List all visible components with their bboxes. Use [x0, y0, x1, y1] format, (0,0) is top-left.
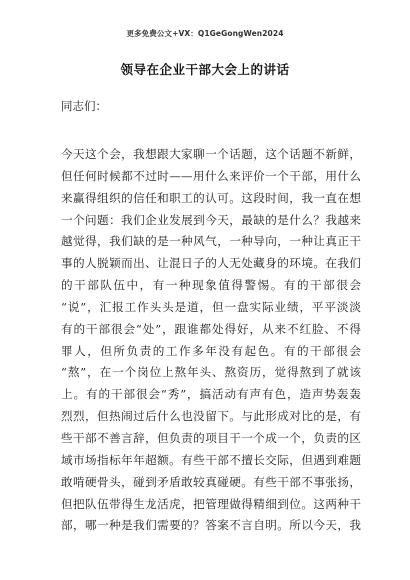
- body-line: 今天这个会，我想跟大家聊一个话题，这个话题不新鲜，: [61, 147, 361, 161]
- body-line: 一个问题：我们企业发展到今天，最缺的是什么？我越来: [61, 212, 361, 227]
- document-title: 领导在企业干部大会上的讲话: [120, 62, 290, 77]
- body-line: 敢啃硬骨头，碰到矛盾敢较真碰硬。有些干部不事张扬，: [61, 474, 361, 489]
- body-line: 越觉得，我们缺的是一种风气，一种导向，一种让真正干: [61, 234, 361, 249]
- body-line: 罪人，但所负责的工作多年没有起色。有的干部很会: [61, 343, 361, 358]
- salutation: 同志们：: [61, 99, 107, 113]
- body-line: 的干部队伍中，有一种现象值得警惕。有的干部很会: [61, 278, 361, 293]
- body-line: 上。有的干部很会“秀”，搞活动有声有色，造声势轰轰: [61, 387, 361, 402]
- header-note: 更多免费公文+VX：Q1GeGongWen2024: [126, 29, 284, 38]
- body-line: 域市场指标年年超额。有些干部不擅长交际，但遇到难题: [61, 452, 361, 467]
- body-line: 有的干部很会“处”，跟谁都处得好，从来不红脸、不得: [61, 321, 361, 336]
- body-line: 烈烈，但热闹过后什么也没留下。与此形成对比的是，有: [61, 409, 361, 424]
- body-line: 部，哪一种是我们需要的？答案不言自明。所以今天，我: [61, 518, 361, 533]
- body-line: “熬”，在一个岗位上熬年头、熬资历，觉得熬到了就该: [61, 365, 361, 380]
- body-line: 些干部不善言辞，但负责的项目干一个成一个，负责的区: [61, 430, 361, 445]
- body-line: 但任何时候都不过时——用什么来评价一个干部，用什么: [61, 168, 361, 183]
- body-line: “说”，汇报工作头头是道，但一盘实际业绩，平平淡淡: [61, 299, 361, 314]
- body-line: 来赢得组织的信任和职工的认可。这段时间，我一直在想: [61, 190, 361, 205]
- body-text: [61, 144, 361, 537]
- body-line: 但把队伍带得生龙活虎，把管理做得精细到位。这两种干: [61, 496, 361, 511]
- body-line: 事的人脱颖而出、让混日子的人无处藏身的环境。在我们: [61, 256, 361, 271]
